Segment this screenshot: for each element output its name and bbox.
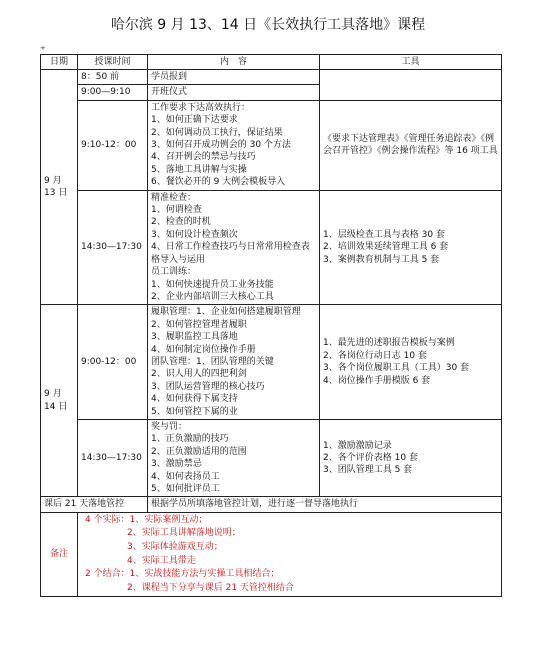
content-cell: 开班仪式 xyxy=(148,85,320,100)
content-cell: 履职管理：1、企业如何搭建履职管理 2、如何管控管理者履职 3、履职监控工具落地 4、如何制定岗位操作手册 团队管理：1、团队管理的关键 2、识人用人的四把利剑 3、团队运营管理的核心技巧 4、如何获得下属支持 5、如何管控下属的业 xyxy=(148,305,320,420)
header-row xyxy=(41,55,502,70)
remark-line: 2 个结合：1、实战技能方法与实操工具相结合； xyxy=(85,569,280,580)
time-cell: 9:00—9:10 xyxy=(78,85,148,100)
remarks-label: 备注 xyxy=(41,512,78,597)
table-row xyxy=(41,419,502,496)
header-time: 授课时间 xyxy=(78,55,148,70)
after-class-label: 课后 21 天落地管控 xyxy=(41,497,148,512)
remarks-cell xyxy=(78,512,502,597)
table-row xyxy=(41,70,502,85)
tools-cell: 1、激励激励记录 2、各个评价表格 10 套 3、团队管理工具 5 套 xyxy=(320,419,502,496)
remark-line: 2、实际工具讲解落地说明； xyxy=(127,528,241,539)
date-cell-day1: 9 月 13 日 xyxy=(41,70,78,305)
content-cell: 精准检查： 1、何谓检查 2、检查的时机 3、如何设计检查频次 4、日常工作检查技巧与日常常用检查表格导入与运用 员工训练： 1、如何快速提升员工业务技能 2、企业内部培训三大核心工具 xyxy=(148,190,320,305)
content-cell: 学员报到 xyxy=(148,70,320,85)
content-cell: 奖与罚： 1、正负激励的技巧 2、正负激励适用的范围 3、激励禁忌 4、如何表扬员工 5、如何批评员工 xyxy=(148,419,320,496)
header-tools: 工具 xyxy=(320,55,502,70)
header-date: 日期 xyxy=(41,55,78,70)
tools-cell: 1、最先进的述职报告模板与案例 2、各岗位行动日志 10 套 3、各个岗位履职工具（工具）30 套 4、岗位操作手册模版 6 套 xyxy=(320,305,502,420)
remark-line: 3、实际体验游戏互动； xyxy=(127,542,223,552)
content-cell: 工作要求下达高效执行： 1、如何正确下达要求 2、如何调动员工执行，保证结果 3、如何召开成功例会的 30 个方法 4、召开例会的禁忌与技巧 5、落地工具讲解与实操 6、餐饮必开的 9 大例会模板导入 xyxy=(148,100,320,190)
after-class-text: 根据学员所填落地管控计划，进行逐一督导落地执行 xyxy=(148,497,502,512)
time-cell: 9:00-12：00 xyxy=(78,305,148,420)
tools-cell-empty xyxy=(320,70,502,101)
remark-line: 4、实际工具带走 xyxy=(127,555,196,566)
tools-cell: 1、层级检查工具与表格 30 套 2、培训效果延续管理工具 6 套 3、案例教育机制与工具 5 套 xyxy=(320,190,502,305)
header-content: 内 容 xyxy=(148,55,320,70)
page-title: 哈尔滨 9 月 13、14 日《长效执行工具落地》课程 xyxy=(110,17,426,33)
time-cell: 14:30—17:30 xyxy=(78,419,148,496)
table-row xyxy=(41,100,502,190)
remark-line: 2、课程当下分享与课后 21 天管控相结合 xyxy=(127,582,294,593)
date-cell-day2: 9 月 14 日 xyxy=(41,305,78,497)
paragraph-marker: + xyxy=(40,44,46,52)
table-row xyxy=(41,305,502,420)
time-cell: 9:10-12：00 xyxy=(78,100,148,190)
after-class-row xyxy=(41,497,502,512)
schedule-table xyxy=(40,54,502,597)
tools-cell: 《要求下达管理表》《管理任务追踪表》《例会召开管控》《例会操作流程》等 16 项工具 xyxy=(320,100,502,190)
remark-line: 4 个实际：1、实际案例互动； xyxy=(85,514,208,525)
time-cell: 8：50 前 xyxy=(78,70,148,85)
time-cell: 14:30—17:30 xyxy=(78,190,148,305)
table-row xyxy=(41,190,502,305)
remarks-row xyxy=(41,512,502,597)
